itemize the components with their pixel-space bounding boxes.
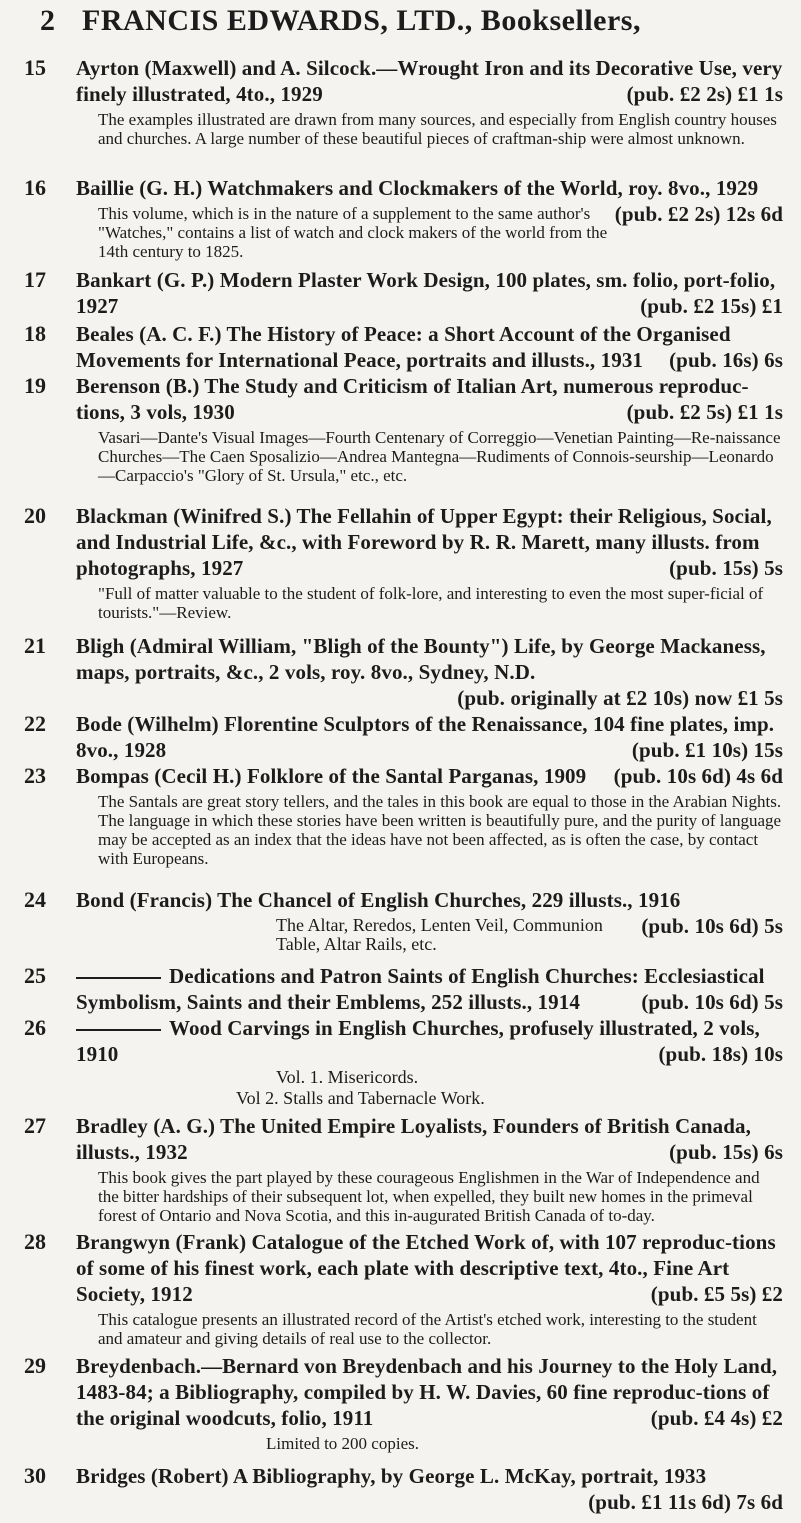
entry-description: Baillie (G. H.) Watchmakers and Clockmakers of the World, roy. 8vo., 1929	[76, 176, 759, 200]
entry-list	[0, 55, 801, 1523]
entry-note: The Altar, Reredos, Lenten Veil, Communion Table, Altar Rails, etc.	[276, 915, 603, 954]
entry-number: 25	[24, 963, 46, 988]
entry-note: This catalogue presents an illustrated record of the Artist's etched work, interesting to the student and amateur and giving details of real use to the collector.	[98, 1310, 757, 1348]
entry-number: 19	[24, 373, 46, 398]
ditto-rule	[76, 1029, 161, 1031]
entry-price: (pub. £4 4s) £2	[650, 1406, 783, 1430]
entry-number: 21	[24, 633, 46, 658]
entry-price: (pub. £1 10s) 15s	[631, 738, 783, 762]
entry-price: (pub. 18s) 10s	[658, 1042, 783, 1066]
catalogue-entry	[0, 267, 801, 321]
entry-price: (pub. £1 11s 6d) 7s 6d	[588, 1490, 783, 1514]
entry-price: (pub. 10s 6d) 5s	[641, 914, 783, 938]
entry-number: 17	[24, 267, 46, 292]
entry-description: Bankart (G. P.) Modern Plaster Work Design, 100 plates, sm. folio, port-folio, 1927	[76, 268, 776, 318]
entry-text	[76, 1015, 783, 1067]
entry-text	[76, 763, 783, 789]
catalogue-entry	[0, 321, 801, 373]
entry-number: 22	[24, 711, 46, 736]
entry-price: (pub. 15s) 5s	[669, 556, 783, 580]
entry-note: The Santals are great story tellers, and the tales in this book are equal to those in the Arabian Nights. The language in which these stories have been written is beautifully pure, and the purity of language may be accepted as an index that the ideas have not been affected, as is often the case, by contact with Europeans.	[98, 792, 782, 868]
entry-description: Breydenbach.—Bernard von Breydenbach and his Journey to the Holy Land, 1483-84; a Bibliography, compiled by H. W. Davies, 60 fine reproduc-tions of the original woodcuts, folio, 1911	[76, 1354, 778, 1430]
entry-description: Bligh (Admiral William, "Bligh of the Bounty") Life, by George Mackaness, maps, portraits, &c., 2 vols, roy. 8vo., Sydney, N.D.	[76, 634, 766, 684]
entry-text	[76, 711, 783, 763]
page-header	[0, 2, 801, 42]
entry-text	[76, 321, 783, 373]
entry-price: (pub. £2 2s) £1 1s	[626, 82, 783, 106]
catalogue-entry	[0, 711, 801, 763]
entry-text	[76, 963, 783, 1015]
entry-description: Bompas (Cecil H.) Folklore of the Santal Parganas, 1909	[76, 764, 587, 788]
entry-text	[76, 633, 783, 710]
entry-number: 29	[24, 1353, 46, 1378]
catalogue-entry	[0, 55, 801, 175]
ditto-rule	[76, 977, 161, 979]
entry-text	[76, 503, 783, 581]
entry-description: Berenson (B.) The Study and Criticism of Italian Art, numerous reproduc-tions, 3 vols, 1930	[76, 374, 749, 424]
volume-line: Vol. 1. Misericords.	[276, 1067, 419, 1087]
entry-description: Ayrton (Maxwell) and A. Silcock.—Wrought Iron and its Decorative Use, very finely illustrated, 4to., 1929	[76, 56, 783, 106]
entry-description: Beales (A. C. F.) The History of Peace: a Short Account of the Organised Movements for International Peace, portraits and illusts., 1931	[76, 322, 731, 372]
entry-price: (pub. £2 5s) £1 1s	[626, 400, 783, 424]
entry-number: 20	[24, 503, 46, 528]
entry-text	[76, 373, 783, 425]
entry-note: "Full of matter valuable to the student of folk-lore, and interesting to even the most super-ficial of tourists."—Review.	[98, 584, 764, 622]
entry-note: Vasari—Dante's Visual Images—Fourth Centenary of Correggio—Venetian Painting—Re-naissance Churches—The Caen Sposalizio—Andrea Mantegna—Rudiments of Connois-seurship—Leonardo—Carpaccio's "Glory of St. Ursula," etc., etc.	[98, 428, 781, 485]
catalogue-entry	[0, 503, 801, 633]
entry-price: (pub. originally at £2 10s) now £1 5s	[457, 686, 783, 710]
running-head: FRANCIS EDWARDS, LTD., Booksellers,	[82, 4, 641, 37]
catalogue-entry	[0, 1229, 801, 1353]
entry-text	[76, 267, 783, 319]
entry-text	[76, 1353, 783, 1431]
entry-number: 26	[24, 1015, 46, 1040]
catalogue-entry	[0, 1113, 801, 1229]
entry-price: (pub. 16s) 6s	[669, 348, 783, 372]
entry-description: Blackman (Winifred S.) The Fellahin of Upper Egypt: their Religious, Social, and Industrial Life, &c., with Foreword by R. R. Marett, many illusts. from photographs, 1927	[76, 504, 772, 580]
entry-note: Limited to 200 copies.	[266, 1434, 419, 1453]
entry-number: 23	[24, 763, 46, 788]
entry-note: The examples illustrated are drawn from many sources, and especially from English country houses and churches. A large number of these beautiful pieces of craftman-ship were almost unknown.	[98, 110, 777, 148]
entry-price: (pub. £2 15s) £1	[640, 294, 783, 318]
entry-number: 24	[24, 887, 46, 912]
page-number: 2	[40, 4, 55, 37]
entry-note: This book gives the part played by these courageous Englishmen in the War of Independence and the bitter hardships of their subsequent lot, when expelled, they built new homes in the primeval forest of Ontario and Nova Scotia, and this in-augurated British Canada of to-day.	[98, 1168, 760, 1225]
catalogue-entry	[0, 887, 801, 963]
entry-number: 16	[24, 175, 46, 200]
catalogue-entry	[0, 175, 801, 267]
entry-description: Dedications and Patron Saints of English Churches: Ecclesiastical Symbolism, Saints and their Emblems, 252 illusts., 1914	[76, 964, 765, 1014]
entry-text	[76, 55, 783, 107]
entry-number: 28	[24, 1229, 46, 1254]
entry-number: 27	[24, 1113, 46, 1138]
entry-price: (pub. 10s 6d) 5s	[641, 990, 783, 1014]
volume-line: Vol 2. Stalls and Tabernacle Work.	[236, 1088, 485, 1108]
catalogue-entry	[0, 763, 801, 887]
entry-price: (pub. £5 5s) £2	[650, 1282, 783, 1306]
entry-description: Wood Carvings in English Churches, profusely illustrated, 2 vols, 1910	[76, 1016, 760, 1066]
entry-text	[76, 1463, 783, 1514]
catalogue-entry	[0, 1015, 801, 1113]
entry-text	[76, 1229, 783, 1307]
entry-number: 30	[24, 1463, 46, 1488]
entry-note: This volume, which is in the nature of a supplement to the same author's "Watches," contains a list of watch and clock makers of the world from the 14th century to 1825.	[98, 204, 608, 261]
entry-price: (pub. 10s 6d) 4s 6d	[613, 764, 783, 788]
catalogue-entry	[0, 963, 801, 1015]
entry-number: 18	[24, 321, 46, 346]
entry-text	[76, 1113, 783, 1165]
catalogue-entry	[0, 373, 801, 503]
catalogue-entry	[0, 1463, 801, 1523]
entry-description: Bond (Francis) The Chancel of English Churches, 229 illusts., 1916	[76, 888, 681, 912]
entry-text	[76, 175, 783, 226]
entry-description: Brangwyn (Frank) Catalogue of the Etched Work of, with 107 reproduc-tions of some of his finest work, each plate with descriptive text, 4to., Fine Art Society, 1912	[76, 1230, 776, 1306]
catalogue-entry	[0, 633, 801, 711]
entry-price: (pub. £2 2s) 12s 6d	[614, 202, 783, 226]
entry-description: Bridges (Robert) A Bibliography, by George L. McKay, portrait, 1933	[76, 1464, 707, 1488]
entry-description: Bradley (A. G.) The United Empire Loyalists, Founders of British Canada, illusts., 1932	[76, 1114, 751, 1164]
entry-price: (pub. 15s) 6s	[669, 1140, 783, 1164]
entry-number: 15	[24, 55, 46, 80]
catalogue-entry	[0, 1353, 801, 1463]
entry-description: Bode (Wilhelm) Florentine Sculptors of the Renaissance, 104 fine plates, imp. 8vo., 1928	[76, 712, 775, 762]
